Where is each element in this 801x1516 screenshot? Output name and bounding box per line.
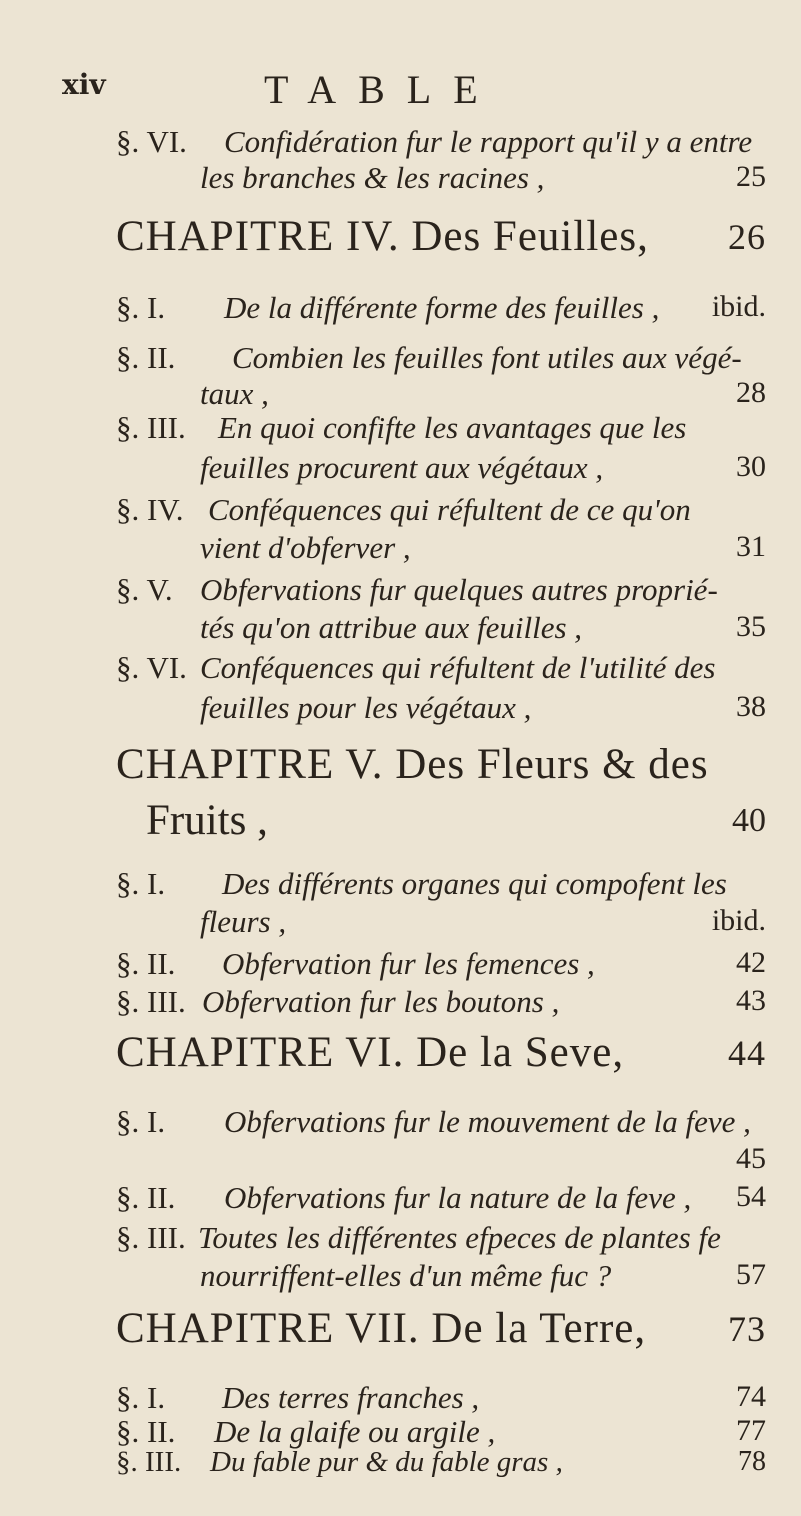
toc-entry-text: Obfervation fur les femences , (222, 946, 595, 981)
chapter-heading (116, 1028, 766, 1088)
toc-section-marker: §. II. (116, 1180, 176, 1215)
toc-entry-continuation (76, 904, 766, 950)
toc-section-marker: §. I. (116, 866, 166, 901)
toc-page-number: 35 (736, 610, 766, 643)
toc-section-marker: §. I. (116, 290, 166, 325)
toc-entry-text-cont: taux , (200, 376, 269, 411)
toc-entry-continuation (76, 450, 766, 496)
toc-entry-continuation (76, 1258, 766, 1304)
toc-page-number: 74 (736, 1380, 766, 1413)
toc-entry-text-cont: les branches & les racines , (200, 160, 545, 195)
toc-section-marker: §. III. (116, 410, 186, 445)
toc-section-marker: §. VI. (116, 124, 187, 159)
toc-entry-text: Obfervations fur quelques autres proprié- (200, 572, 718, 607)
chapter-title-cont: Fruits , (146, 797, 268, 844)
toc-page-number: 28 (736, 376, 766, 409)
toc-page-number: 38 (736, 690, 766, 723)
chapter-title: CHAPITRE IV. Des Feuilles, (116, 213, 649, 260)
toc-section-marker: §. II. (116, 946, 176, 981)
toc-entry-continuation (76, 690, 766, 736)
toc-page-number: ibid. (711, 290, 766, 323)
toc-section-marker: §. V. (116, 572, 173, 607)
toc-section-marker: §. II. (116, 340, 176, 375)
toc-page-number: 78 (738, 1446, 766, 1477)
toc-section-marker: §. III. (116, 1446, 182, 1478)
toc-entry-text: Conféquences qui réfultent de ce qu'on (208, 492, 691, 527)
page-header (62, 67, 762, 112)
toc-entry-text: Du fable pur & du fable gras , (210, 1446, 563, 1478)
chapter-heading (116, 740, 766, 800)
toc-entry-text: De la différente forme des feuilles , (224, 290, 660, 325)
chapter-page-number: 26 (728, 217, 766, 257)
toc-entry-text: Des différents organes qui compofent les (222, 866, 727, 901)
toc-entry-text: Obfervations fur la nature de la feve , (224, 1180, 692, 1215)
toc-page-number: 57 (736, 1258, 766, 1291)
toc-entry-text: Obfervation fur les boutons , (202, 984, 560, 1019)
chapter-title: CHAPITRE VII. De la Terre, (116, 1305, 647, 1352)
toc-entry-text-cont: tés qu'on attribue aux feuilles , (200, 610, 583, 645)
toc-entry (76, 1446, 766, 1480)
toc-section-marker: §. VI. (116, 650, 187, 685)
chapter-title: CHAPITRE V. Des Fleurs & des (116, 741, 709, 788)
toc-entry-continuation (76, 160, 766, 206)
toc-section-marker: §. III. (116, 1220, 186, 1255)
chapter-page-number: 73 (728, 1309, 766, 1349)
toc-entry-text-cont: fleurs , (200, 904, 287, 939)
toc-entry-text: En quoi confifte les avantages que les (218, 410, 687, 445)
toc-entry-text: Conféquences qui réfultent de l'utilité des (200, 650, 716, 685)
toc-entry (76, 984, 766, 1030)
toc-section-marker: §. III. (116, 984, 186, 1019)
page-number: xiv (62, 68, 106, 101)
toc-page-number: 42 (736, 946, 766, 979)
toc-entry-text-cont: vient d'obferver , (200, 530, 411, 565)
chapter-heading (116, 212, 766, 272)
toc-entry-text: De la glaife ou argile , (214, 1414, 496, 1449)
chapter-heading-continuation (146, 796, 766, 856)
toc-page-number: 43 (736, 984, 766, 1017)
toc-page-number: 30 (736, 450, 766, 483)
running-head: TABLE (264, 67, 500, 112)
toc-page-number: 54 (736, 1180, 766, 1213)
toc-page-number: 77 (736, 1414, 766, 1447)
toc-page-number: 25 (736, 160, 766, 193)
toc-section-marker: §. II. (116, 1414, 176, 1449)
chapter-page-number: 44 (728, 1033, 766, 1073)
toc-page-number: 31 (736, 530, 766, 563)
toc-section-marker: §. IV. (116, 492, 184, 527)
toc-entry-text: Combien les feuilles font utiles aux végé- (232, 340, 742, 375)
chapter-page-number: 40 (732, 802, 766, 839)
chapter-title: CHAPITRE VI. De la Seve, (116, 1029, 625, 1076)
toc-section-marker: §. I. (116, 1104, 166, 1139)
toc-entry-text-cont: feuilles pour les végétaux , (200, 690, 532, 725)
toc-section-marker: §. I. (116, 1380, 166, 1415)
toc-page-number: 45 (736, 1142, 766, 1175)
toc-entry-text-cont: feuilles procurent aux végétaux , (200, 450, 604, 485)
toc-entry-text: Confidération fur le rapport qu'il y a entre (224, 124, 753, 159)
toc-entry-text: Obfervations fur le mouvement de la feve , (224, 1104, 751, 1139)
toc-page-number: ibid. (711, 904, 766, 937)
toc-entry-text: Des terres franches , (222, 1380, 480, 1415)
toc-entry-text-cont: nourriffent-elles d'un même fuc ? (200, 1258, 612, 1293)
toc-entry (76, 290, 766, 336)
toc-entry-continuation (76, 530, 766, 576)
chapter-heading (116, 1304, 766, 1364)
toc-entry-text: Toutes les différentes efpeces de plantes fe (198, 1220, 721, 1255)
